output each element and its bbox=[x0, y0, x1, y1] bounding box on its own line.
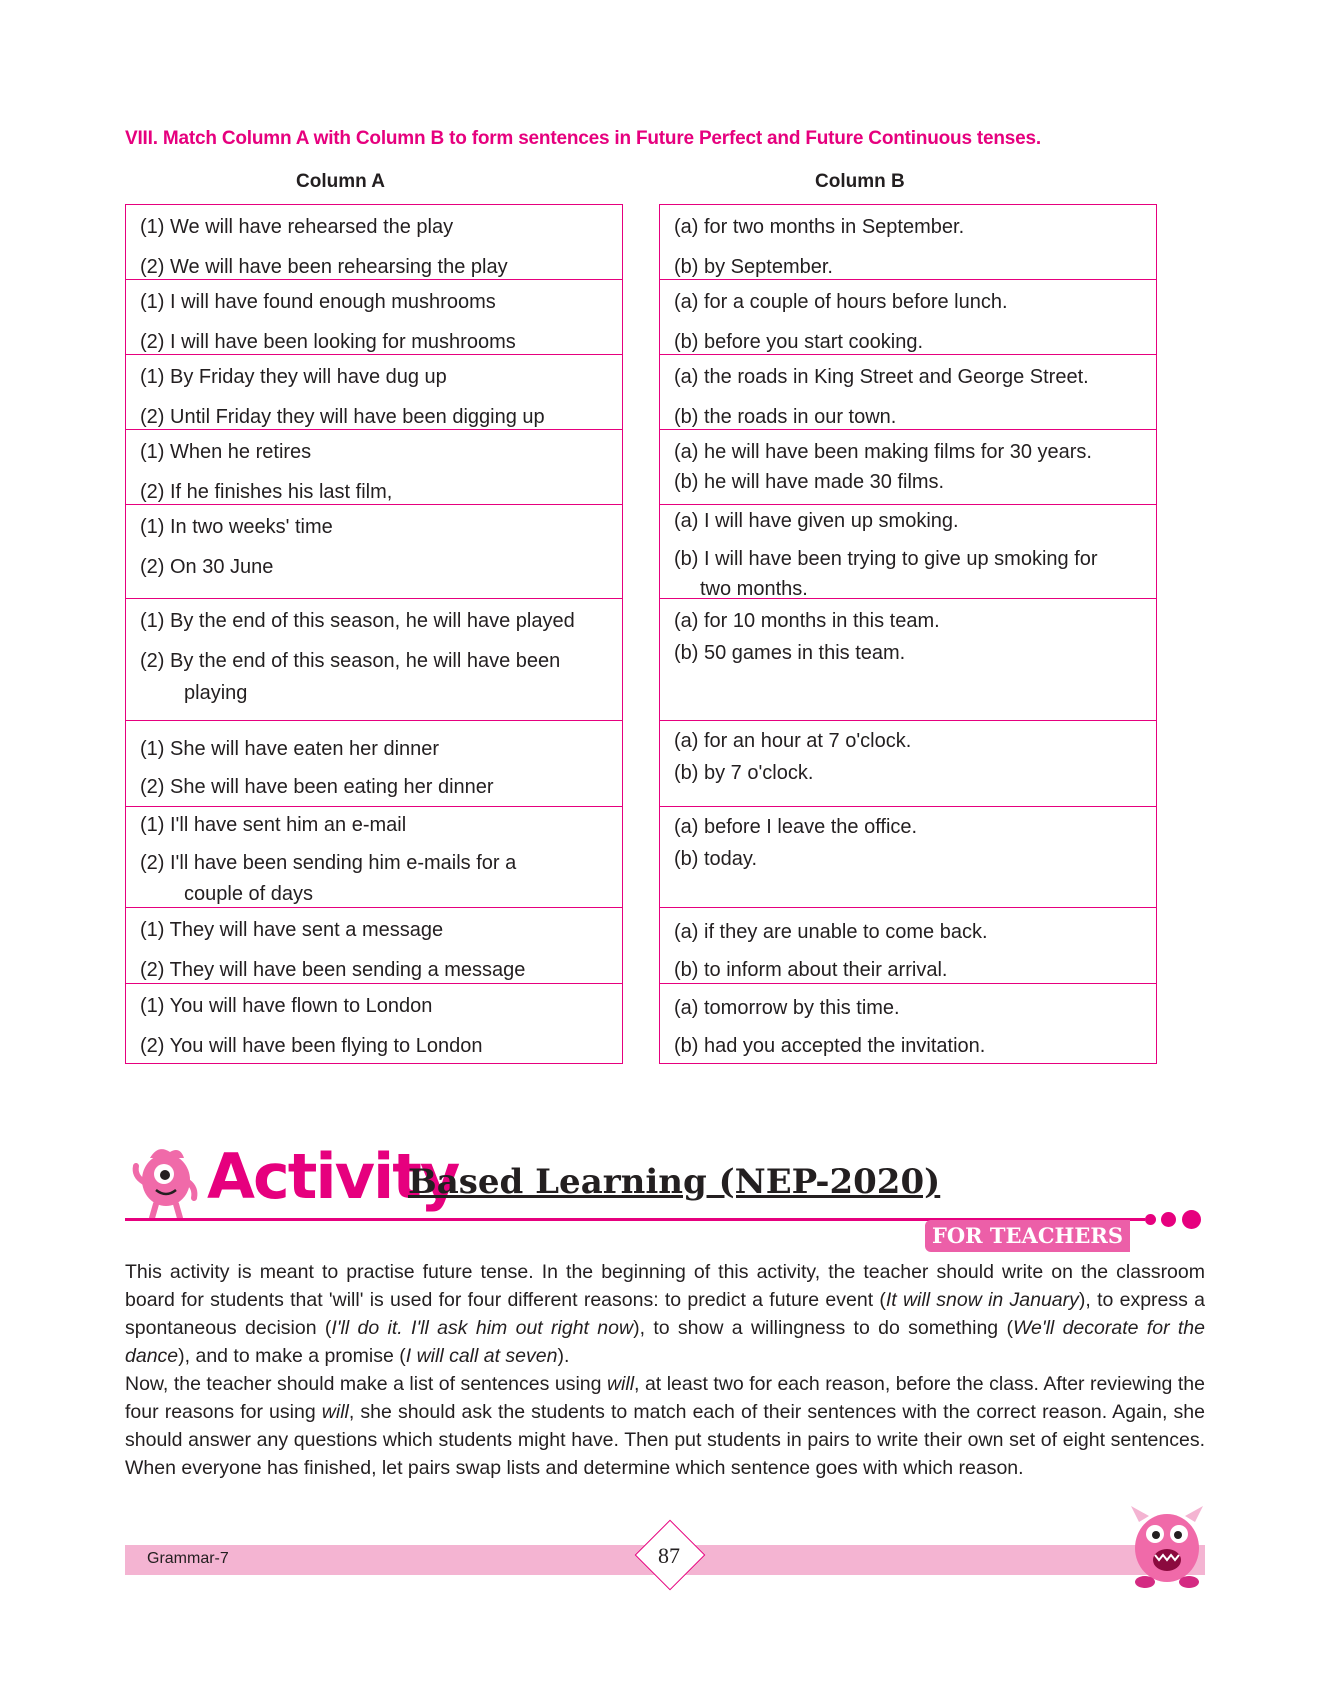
column-a-cell bbox=[126, 983, 622, 1064]
column-b-cell bbox=[660, 598, 1156, 720]
column-a-line: (2) We will have been rehearsing the play bbox=[140, 256, 508, 278]
column-a-line: (1) In two weeks' time bbox=[140, 516, 333, 538]
banner-dot bbox=[1161, 1212, 1176, 1227]
column-b-header: Column B bbox=[815, 171, 905, 192]
column-b-line: (b) 50 games in this team. bbox=[674, 642, 906, 664]
column-a-cell bbox=[126, 720, 622, 806]
column-a-line: (1) You will have flown to London bbox=[140, 995, 433, 1017]
column-a-line: (1) When he retires bbox=[140, 441, 312, 463]
monster-mascot-icon bbox=[130, 1142, 200, 1222]
column-b-line: two months. bbox=[700, 578, 808, 600]
column-a-line: playing bbox=[184, 682, 248, 704]
page-number: 87 bbox=[658, 1543, 680, 1568]
column-a-cell bbox=[126, 504, 622, 598]
column-b-cell bbox=[660, 983, 1156, 1064]
column-a-line: (1) By Friday they will have dug up bbox=[140, 366, 447, 388]
banner-dot bbox=[1182, 1210, 1201, 1229]
column-a-cell bbox=[126, 598, 622, 720]
column-a-line: (2) She will have been eating her dinner bbox=[140, 776, 494, 798]
column-a-line: (1) I'll have sent him an e-mail bbox=[140, 814, 407, 836]
column-b-cell bbox=[660, 429, 1156, 504]
activity-banner bbox=[125, 1140, 1205, 1250]
column-a-line: couple of days bbox=[184, 883, 313, 905]
column-a-line: (2) If he finishes his last film, bbox=[140, 481, 393, 503]
column-b-cell bbox=[660, 504, 1156, 598]
column-b-line: (b) to inform about their arrival. bbox=[674, 959, 948, 981]
column-b-cell bbox=[660, 354, 1156, 429]
column-a-cell bbox=[126, 907, 622, 983]
column-a-cell bbox=[126, 806, 622, 907]
column-a-line: (1) She will have eaten her dinner bbox=[140, 738, 440, 760]
column-b-line: (a) the roads in King Street and George Street. bbox=[674, 366, 1089, 388]
column-a-header: Column A bbox=[296, 171, 386, 192]
column-a-cell bbox=[126, 204, 622, 279]
column-b-line: (a) before I leave the office. bbox=[674, 816, 918, 838]
column-a-table bbox=[125, 204, 623, 1064]
column-b-cell bbox=[660, 907, 1156, 983]
activity-paragraph-2: Now, the teacher should make a list of sentences using will, at least two for each reason, before the class. After reviewing the four reasons for using will, she should ask the students to match each of their sentences with the correct reason. Again, she should answer any questions which students might have. Then put students in pairs to write their own set of eight sentences. When everyone has finished, let pairs swap lists and determine which sentence goes with which reason. bbox=[125, 1373, 1205, 1479]
column-b-line: (b) I will have been trying to give up smoking for bbox=[674, 548, 1098, 570]
activity-title-rest: Based Learning (NEP-2020) bbox=[408, 1162, 941, 1202]
column-a-line: (1) We will have rehearsed the play bbox=[140, 216, 454, 238]
column-b-cell bbox=[660, 720, 1156, 806]
column-a-line: (2) I will have been looking for mushrooms bbox=[140, 331, 516, 353]
column-a-line: (2) On 30 June bbox=[140, 556, 274, 578]
activity-title-word: Activity bbox=[207, 1140, 459, 1213]
column-b-line: (b) had you accepted the invitation. bbox=[674, 1035, 986, 1057]
column-b-line: (a) if they are unable to come back. bbox=[674, 921, 988, 943]
column-b-line: (b) by September. bbox=[674, 256, 833, 278]
banner-dot bbox=[1145, 1214, 1156, 1225]
column-a-cell bbox=[126, 279, 622, 354]
exercise-heading: VIII. Match Column A with Column B to form sentences in Future Perfect and Future Continuous tenses. bbox=[125, 128, 1041, 149]
footer-book-title: Grammar-7 bbox=[147, 1550, 229, 1567]
column-a-line: (2) They will have been sending a message bbox=[140, 959, 526, 981]
column-a-line: (1) I will have found enough mushrooms bbox=[140, 291, 496, 313]
monster-footer-icon bbox=[1125, 1500, 1210, 1590]
column-a-cell bbox=[126, 429, 622, 504]
column-b-line: (a) for 10 months in this team. bbox=[674, 610, 940, 632]
column-a-line: (1) By the end of this season, he will have played bbox=[140, 610, 575, 632]
activity-paragraph-1: This activity is meant to practise future tense. In the beginning of this activity, the teacher should write on the classroom board for students that 'will' is used for four different reasons: to predict a future event (It will snow in January), to express a spontaneous decision (I'll do it. I'll ask him out right now), to show a willingness to do something (We'll decorate for the dance), and to make a promise (I will call at seven). bbox=[125, 1261, 1205, 1367]
column-b-line: (a) for two months in September. bbox=[674, 216, 965, 238]
column-a-line: (1) They will have sent a message bbox=[140, 919, 444, 941]
column-b-line: (b) before you start cooking. bbox=[674, 331, 924, 353]
column-a-line: (2) I'll have been sending him e-mails for a bbox=[140, 852, 517, 874]
column-b-cell bbox=[660, 204, 1156, 279]
column-b-line: (a) I will have given up smoking. bbox=[674, 510, 959, 532]
column-b-line: (b) the roads in our town. bbox=[674, 406, 897, 428]
column-a-line: (2) Until Friday they will have been digging up bbox=[140, 406, 545, 428]
column-b-line: (b) today. bbox=[674, 848, 757, 870]
column-b-line: (b) he will have made 30 films. bbox=[674, 471, 945, 493]
column-b-line: (b) by 7 o'clock. bbox=[674, 762, 814, 784]
column-b-line: (a) for an hour at 7 o'clock. bbox=[674, 730, 912, 752]
for-teachers-tag: FOR TEACHERS bbox=[925, 1220, 1130, 1252]
column-a-cell bbox=[126, 354, 622, 429]
column-b-cell bbox=[660, 806, 1156, 907]
column-b-cell bbox=[660, 279, 1156, 354]
column-b-line: (a) for a couple of hours before lunch. bbox=[674, 291, 1008, 313]
column-b-line: (a) he will have been making films for 30 years. bbox=[674, 441, 1092, 463]
column-b-line: (a) tomorrow by this time. bbox=[674, 997, 900, 1019]
column-a-line: (2) You will have been flying to London bbox=[140, 1035, 483, 1057]
column-a-line: (2) By the end of this season, he will have been bbox=[140, 650, 561, 672]
column-b-table bbox=[659, 204, 1157, 1064]
